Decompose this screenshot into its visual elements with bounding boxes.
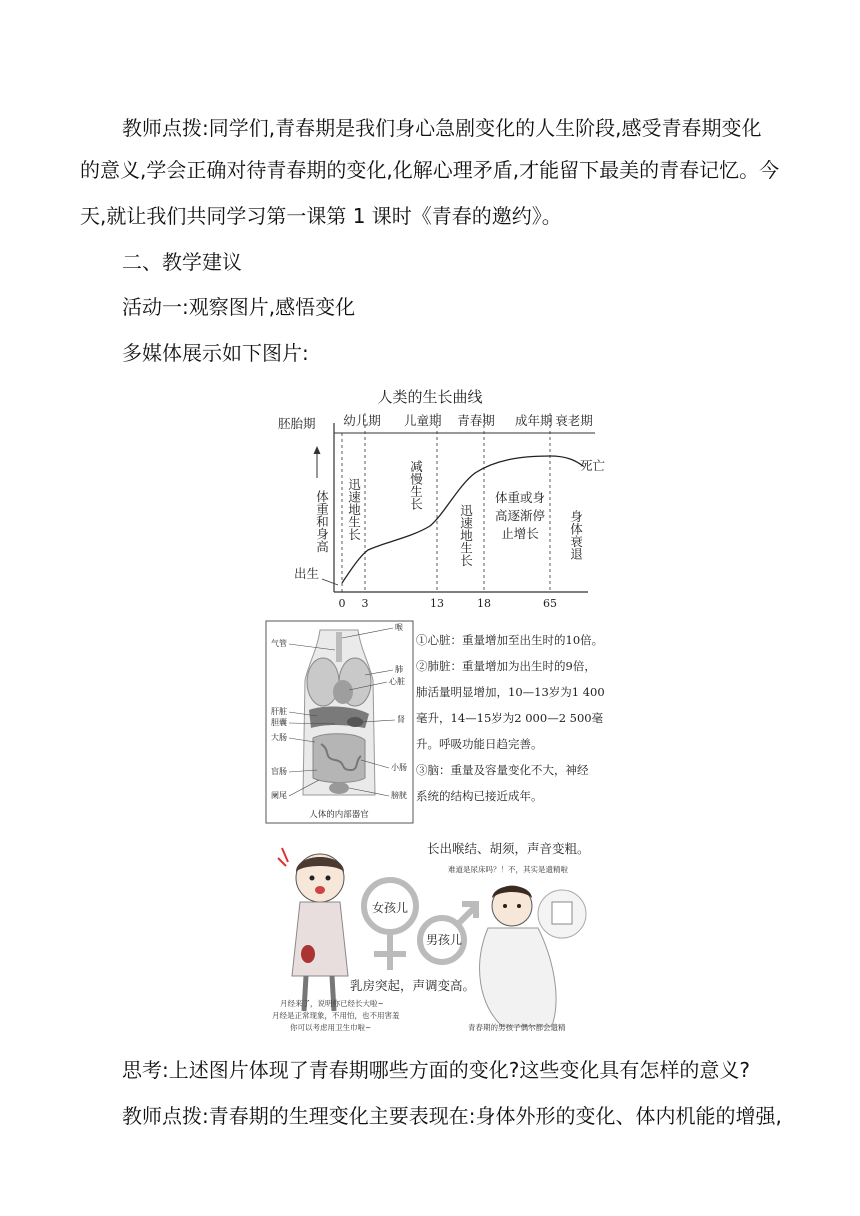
label-large-intestine: 大肠 bbox=[271, 733, 287, 742]
x-tick-13: 13 bbox=[430, 597, 444, 610]
label-kidney: 肾 bbox=[397, 715, 405, 724]
activity-heading: 活动一:观察图片,感悟变化 bbox=[122, 295, 356, 319]
boy-change-title: 长出喉结、胡须，声音变粗。 bbox=[427, 841, 590, 856]
growth-curve-chart bbox=[270, 378, 610, 618]
label-cecum: 盲肠 bbox=[271, 767, 287, 776]
adult-note-3: 止增长 bbox=[501, 526, 539, 541]
teacher-tip-2: 教师点拨:青春期的生理变化主要表现在:身体外形的变化、体内机能的增强, bbox=[122, 1104, 782, 1128]
girl-note-1: 月经来了，说明你已经长大啦~ bbox=[280, 999, 384, 1008]
intro-line-1: 教师点拨:同学们,青春期是我们身心急剧变化的人生阶段,感受青春期变化 bbox=[122, 116, 762, 140]
female-symbol bbox=[364, 880, 416, 970]
stage-senior: 衰老期 bbox=[555, 413, 593, 428]
intro-line-3: 天,就让我们共同学习第一课第 1 课时《青春的邀约》。 bbox=[80, 204, 562, 228]
x-tick-3: 3 bbox=[361, 597, 369, 610]
label-larynx: 喉 bbox=[395, 623, 403, 632]
girl-label: 女孩儿 bbox=[372, 901, 409, 915]
think-question: 思考:上述图片体现了青春期哪些方面的变化?这些变化具有怎样的意义? bbox=[122, 1058, 750, 1082]
label-small-intestine: 小肠 bbox=[391, 763, 407, 772]
label-bladder: 膀胱 bbox=[391, 791, 407, 800]
multimedia-line: 多媒体展示如下图片: bbox=[122, 341, 309, 365]
body-decline: 身体衰退 bbox=[568, 510, 584, 560]
stage-child: 儿童期 bbox=[404, 413, 442, 428]
x-tick-65: 65 bbox=[543, 597, 557, 610]
girl-change-title: 乳房突起，声调变高。 bbox=[350, 978, 476, 993]
x-tick-0: 0 bbox=[338, 597, 346, 610]
organ-note-3: 肺活量明显增加，10—13岁为1 400 bbox=[416, 685, 605, 699]
rapid-growth-1: 迅速地生长 bbox=[346, 478, 362, 541]
adult-note-1: 体重或身 bbox=[494, 490, 546, 505]
puberty-cartoon bbox=[262, 836, 607, 1041]
label-trachea: 气管 bbox=[271, 639, 287, 648]
organ-note-4: 毫升，14—15岁为2 000—2 500毫 bbox=[416, 711, 604, 725]
stage-youth: 青春期 bbox=[457, 413, 495, 428]
stage-infant: 幼儿期 bbox=[343, 413, 381, 428]
label-appendix: 阑尾 bbox=[271, 791, 287, 800]
chart-title: 人类的生长曲线 bbox=[377, 388, 483, 406]
organ-notes bbox=[416, 630, 636, 810]
internal-organs-figure bbox=[265, 620, 415, 825]
adult-note-2: 高逐渐停 bbox=[494, 508, 546, 523]
death-label: 死亡 bbox=[580, 458, 606, 473]
section-heading: 二、教学建议 bbox=[122, 250, 242, 274]
girl-note-3: 你可以考虑用卫生巾啦~ bbox=[290, 1023, 372, 1032]
organs-caption: 人体的内部器官 bbox=[309, 810, 369, 820]
label-lung: 肺 bbox=[395, 665, 403, 674]
slow-growth: 减慢生长 bbox=[408, 460, 424, 510]
boy-illustration bbox=[480, 886, 586, 1026]
organ-note-1: ①心脏：重量增加至出生时的10倍。 bbox=[416, 633, 604, 647]
organ-note-7: 系统的结构已接近成年。 bbox=[416, 789, 543, 803]
birth-label: 出生 bbox=[294, 566, 320, 581]
boy-change-note: 难道是尿床吗？！不，其实是遗精啦 bbox=[448, 865, 568, 874]
organ-note-2: ②肺脏：重量增加为出生时的9倍， bbox=[416, 659, 596, 673]
girl-illustration bbox=[278, 848, 348, 1011]
girl-note-2: 月经是正常现象，不用怕，也不用害羞 bbox=[272, 1011, 400, 1020]
organ-note-6: ③脑：重量及容量变化不大，神经 bbox=[416, 763, 589, 777]
rapid-growth-2: 迅速地生长 bbox=[458, 504, 474, 567]
y-axis-label: 体重和身高 bbox=[314, 490, 330, 553]
label-liver: 肝脏 bbox=[271, 707, 287, 716]
stage-embryo: 胚胎期 bbox=[278, 416, 316, 431]
organ-note-5: 升。呼吸功能日趋完善。 bbox=[416, 737, 543, 751]
label-gallbladder: 胆囊 bbox=[271, 718, 287, 727]
boy-label: 男孩儿 bbox=[426, 933, 463, 947]
x-tick-18: 18 bbox=[477, 597, 491, 610]
stage-adult: 成年期 bbox=[515, 413, 553, 428]
label-heart: 心脏 bbox=[389, 677, 405, 686]
intro-line-2: 的意义,学会正确对待青春期的变化,化解心理矛盾,才能留下最美的青春记忆。今 bbox=[80, 158, 780, 182]
boy-caption: 青春期的男孩子偶尔都会遗精 bbox=[468, 1023, 566, 1032]
